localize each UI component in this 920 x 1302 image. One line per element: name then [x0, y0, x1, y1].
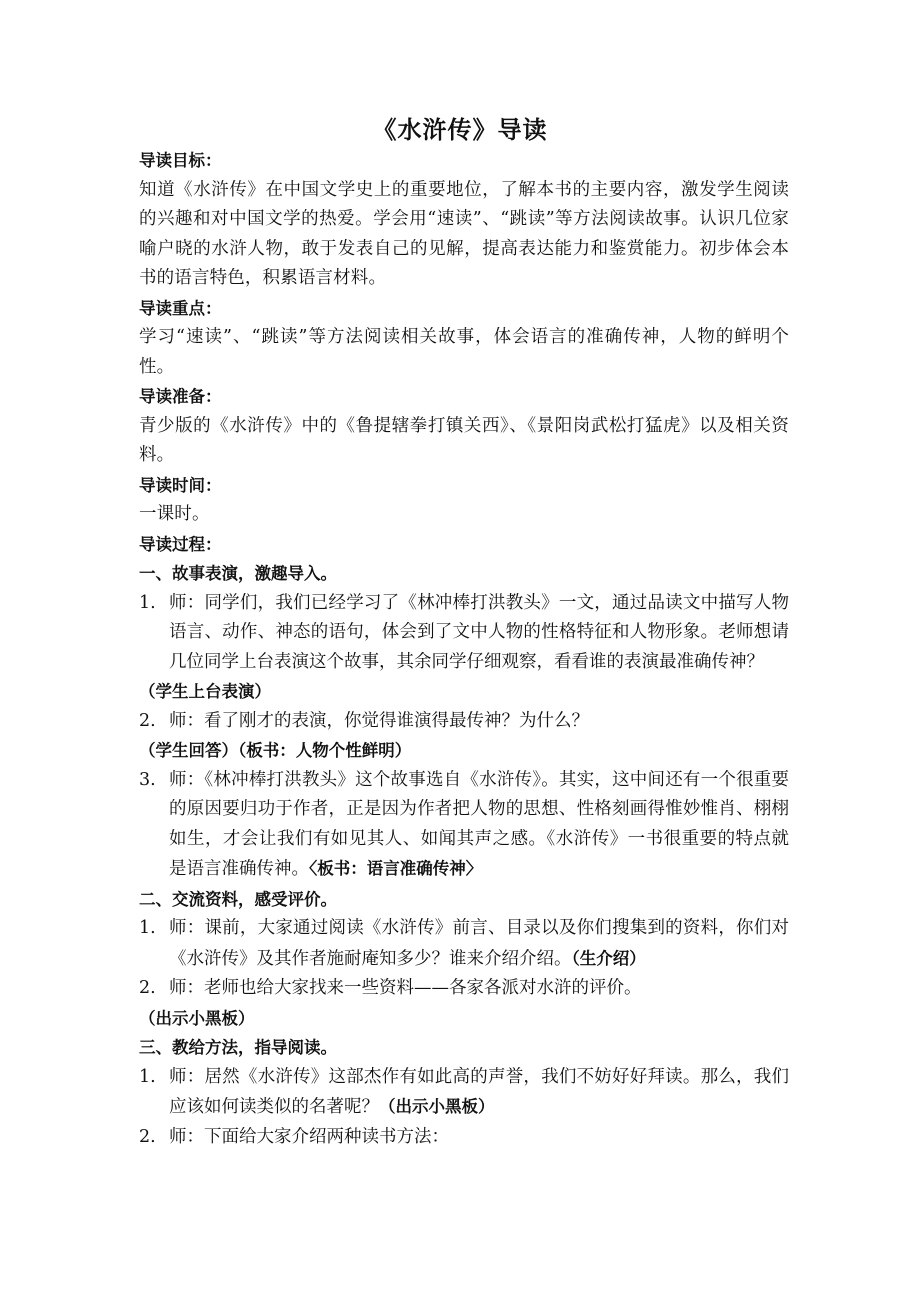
list-item-text: 师：老师也给大家找来一些资料——各家各派对水浒的评价。: [169, 978, 642, 998]
blackboard-note: （出示小黑板）: [379, 1097, 495, 1116]
list-number: 1.: [139, 918, 156, 938]
list-number: 3.: [139, 769, 156, 790]
list-number: 2.: [139, 710, 156, 731]
goal-text: 知道《水浒传》在中国文学史上的重要地位，了解本书的主要内容，激发学生阅读的兴趣和对中国文学的热爱。学会用“速读”、“跳读”等方法阅读故事。认识几位家喻户晓的水浒人物，敢于发表自己的见解，提高表达能力和鉴赏能力。初步体会本书的语言特色，积累语言材料。: [139, 179, 789, 288]
part2-item-1: [139, 914, 789, 974]
list-item-body: [169, 766, 789, 885]
list-number: 2.: [139, 978, 156, 998]
list-item-text: 师：《林冲棒打洪教头》这个故事选自《水浒传》。其实，这中间还有一个很重要的原因要归功于作者，正是因为作者把人物的思想、性格刻画得惟妙惟肖、栩栩如生，才会让我们有如见其人、如闻其声之感。《水浒传》一书很重要的特点就是语言准确传神。: [169, 769, 789, 879]
part3-item-1: [139, 1063, 789, 1123]
part1-item-1: [139, 589, 789, 678]
goal-heading: 导读目标：: [139, 151, 222, 170]
student-note: （生介绍）: [571, 948, 646, 968]
time-heading: 导读时间：: [139, 475, 222, 495]
list-item-text: 师：课前，大家通过阅读《水浒传》前言、目录以及你们搜集到的资料，你们对《水浒传》及其作者施耐庵知多少？谁来介绍介绍。: [169, 918, 789, 969]
board-note: 〈板书：语言准确传神〉: [309, 859, 483, 878]
part1-heading: 一、故事表演，激趣导入。: [139, 564, 337, 583]
part2-heading: 二、交流资料，感受评价。: [139, 889, 337, 909]
list-number: 2.: [139, 1126, 156, 1147]
document-body: [139, 146, 789, 1152]
list-item-text: 师：居然《水浒传》这部杰作有如此高的声誉，我们不妨好好拜读。那么，我们应该如何读类似的名著呢？: [169, 1066, 789, 1117]
focus-text: 学习“速读”、“跳读”等方法阅读相关故事，体会语言的准确传神，人物的鲜明个性。: [139, 327, 789, 377]
part1-item-2-note: （学生回答）（板书：人物个性鲜明）: [139, 741, 412, 760]
prep-text: 青少版的《水浒传》中的《鲁提辖拳打镇关西》、《景阳岗武松打猛虎》以及相关资料。: [139, 415, 789, 465]
part1-item-1-note: （学生上台表演）: [139, 682, 271, 701]
part2-item-2-note: （出示小黑板）: [139, 1008, 255, 1028]
part2-item-2: [139, 974, 789, 1004]
document-title: 《水浒传》导读: [372, 116, 548, 144]
list-item-text: 师：同学们，我们已经学习了《林冲棒打洪教头》一文，通过品读文中描写人物语言、动作、神态的语句，体会到了文中人物的性格特征和人物形象。老师想请几位同学上台表演这个故事，其余同学仔细观察，看看谁的表演最准确传神？: [169, 592, 789, 672]
process-heading: 导读过程：: [139, 534, 222, 554]
part3-heading: 三、教给方法，指导阅读。: [139, 1038, 337, 1057]
part1-item-2: [139, 707, 789, 737]
list-item-text: 师：看了刚才的表演，你觉得谁演得最传神？为什么？: [169, 710, 589, 731]
list-number: 1.: [139, 592, 156, 613]
part1-item-3: [139, 766, 789, 885]
focus-heading: 导读重点：: [139, 298, 222, 318]
list-item-text: 师：下面给大家介绍两种读书方法：: [169, 1126, 449, 1147]
time-text: 一课时。: [139, 504, 210, 524]
list-item-body: [169, 1063, 789, 1123]
list-number: 1.: [139, 1066, 156, 1087]
prep-heading: 导读准备：: [139, 387, 222, 406]
list-item-body: [169, 914, 789, 974]
part3-item-2: [139, 1123, 789, 1153]
